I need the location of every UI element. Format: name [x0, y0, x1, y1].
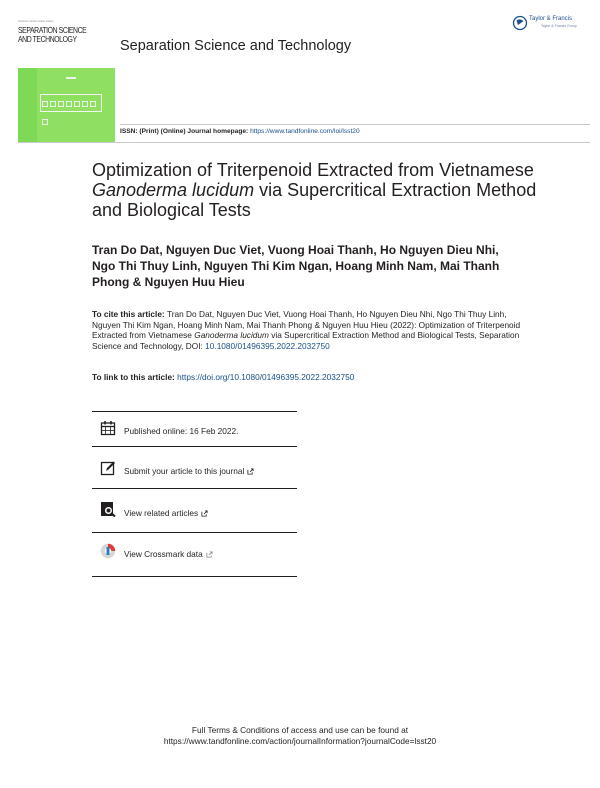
citation-block [92, 309, 532, 351]
submit-article-link[interactable] [124, 466, 254, 476]
related-articles-label[interactable]: View related articles [124, 508, 199, 518]
crossmark-link[interactable] [124, 549, 213, 559]
crossmark-label[interactable]: View Crossmark data [124, 549, 203, 559]
cover-small-text: xxxxxxx xxxxx xxxxx xxxxx [18, 19, 54, 23]
citation-text-part1: Tran Do Dat, Nguyen Duc Viet, Vuong Hoai Thanh, Ho Nguyen Dieu Nhi, Ngo Thi Thuy Linh, Nguyen Thi Kim Ngan, Hoang Minh Nam, Mai Thanh Phong & Nguyen Huu Hieu (2022): Optimization of Triterpenoid Extracted from Vietnamese [92, 309, 521, 341]
crossmark-icon[interactable] [100, 543, 116, 559]
article-title-part1: Optimization of Triterpenoid Extracted from Vietnamese [92, 160, 534, 180]
issn-divider [120, 124, 590, 125]
publisher-logo-subtext: Taylor & Francis Group [541, 24, 577, 28]
action-divider [92, 411, 297, 412]
external-link-icon [206, 551, 213, 558]
related-articles-link[interactable] [124, 508, 208, 518]
action-divider [92, 532, 297, 533]
citation-text-part2: via Supercritical Extraction Method and Biological Tests, Separation Science and Technology, DOI: [92, 330, 520, 351]
action-divider [92, 446, 297, 447]
footer-terms-text: Full Terms & Conditions of access and use can be found at [191, 725, 409, 735]
article-title-species: Ganoderma lucidum [92, 180, 255, 200]
citation-species: Ganoderma lucidum [194, 330, 269, 341]
cover-graphic [40, 94, 102, 112]
journal-title[interactable]: Separation Science and Technology [120, 38, 352, 54]
citation-doi-link[interactable]: 10.1080/01496395.2022.2032750 [205, 340, 330, 351]
publisher-logo-text: Taylor & Francis [529, 16, 573, 22]
article-link-line [92, 372, 532, 382]
related-articles-icon[interactable] [100, 501, 116, 517]
calendar-icon [100, 420, 116, 436]
cover-journal-title [18, 26, 98, 43]
external-link-icon [201, 510, 208, 517]
submit-edit-icon[interactable] [100, 460, 116, 476]
issn-label: ISSN: (Print) (Online) Journal homepage: [120, 128, 251, 135]
submit-article-label[interactable]: Submit your article to this journal [124, 466, 245, 476]
action-divider [92, 576, 297, 577]
cover-title-line1: SEPARATION SCIENCE [18, 25, 87, 35]
footer-journal-info-link[interactable]: https://www.tandfonline.com/action/journalInformation?journalCode=lsst20 [163, 736, 437, 746]
external-link-icon [247, 468, 254, 475]
article-title [92, 160, 562, 220]
citation-label: To cite this article: [92, 309, 167, 319]
cover-label-mark [66, 77, 76, 79]
published-date: Published online: 16 Feb 2022. [124, 426, 239, 436]
article-authors: Tran Do Dat, Nguyen Duc Viet, Vuong Hoai Thanh, Ho Nguyen Dieu Nhi, Ngo Thi Thuy Linh, Nguyen Thi Kim Ngan, Hoang Minh Nam, Mai Thanh Phong & Nguyen Huu Hieu [92, 243, 500, 289]
cover-title-line2: AND TECHNOLOGY [18, 33, 77, 44]
article-title-part2: via Supercritical Extraction Method and Biological Tests [92, 180, 537, 220]
article-doi-url-link[interactable]: https://doi.org/10.1080/01496395.2022.2032750 [177, 372, 355, 382]
footer [0, 725, 600, 747]
issn-line [120, 128, 360, 135]
action-divider [92, 488, 297, 489]
article-link-label: To link to this article: [92, 372, 178, 382]
header-divider [18, 142, 590, 143]
journal-homepage-link[interactable]: https://www.tandfonline.com/loi/lsst20 [250, 128, 360, 135]
